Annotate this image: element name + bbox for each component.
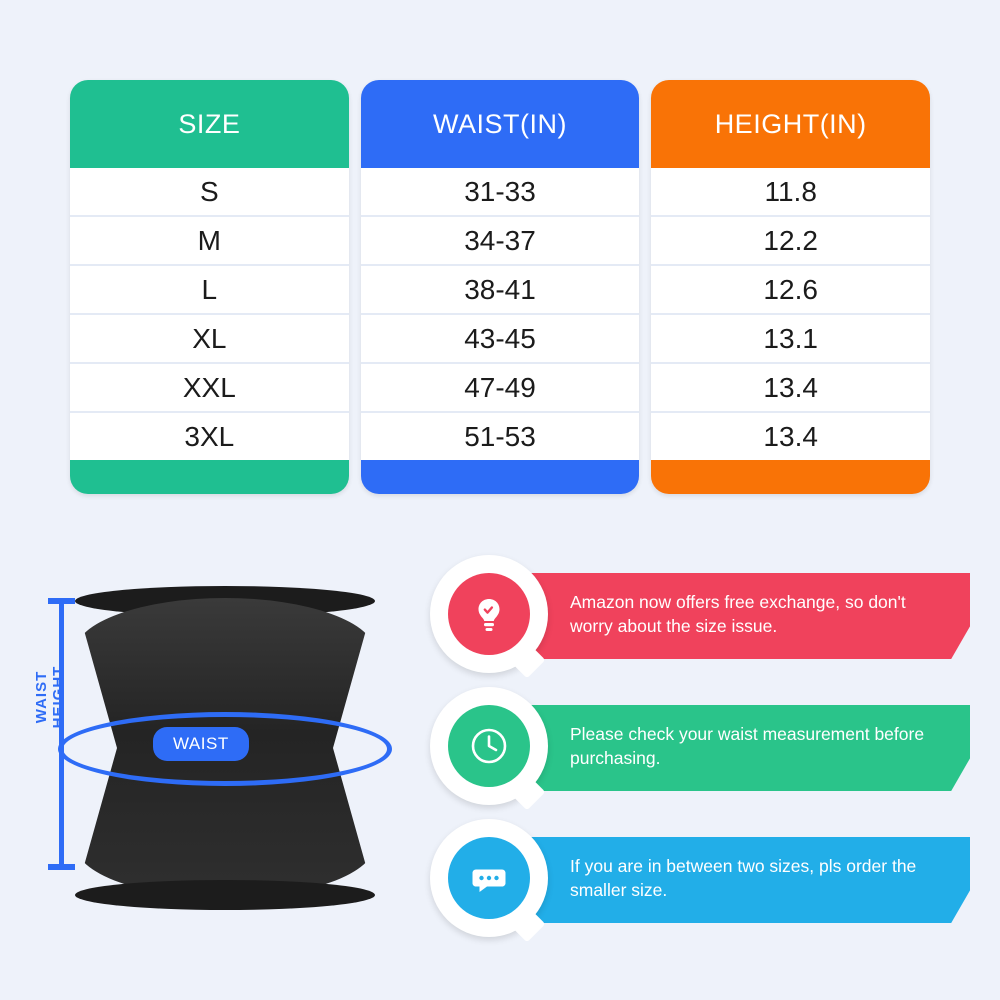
table-cell: 13.4 xyxy=(651,364,930,413)
table-cell: 34-37 xyxy=(361,217,640,266)
table-cell: L xyxy=(70,266,349,315)
size-chart-column-waist xyxy=(361,80,640,494)
table-cell: 43-45 xyxy=(361,315,640,364)
lightbulb-icon xyxy=(448,573,530,655)
table-cell: 3XL xyxy=(70,413,349,460)
table-cell: 38-41 xyxy=(361,266,640,315)
table-cell: 13.4 xyxy=(651,413,930,460)
clock-icon xyxy=(448,705,530,787)
notes-list xyxy=(430,555,970,951)
belt-bottom-edge xyxy=(75,880,375,910)
chat-bubble-icon xyxy=(448,837,530,919)
table-cell: 12.2 xyxy=(651,217,930,266)
table-cell: M xyxy=(70,217,349,266)
column-body-size xyxy=(70,168,349,460)
column-header-size: SIZE xyxy=(178,108,241,139)
note-text: If you are in between two sizes, pls order the smaller size. xyxy=(570,856,917,900)
column-header-waist: WAIST(IN) xyxy=(433,108,567,139)
table-cell: 11.8 xyxy=(651,168,930,217)
note-item xyxy=(430,555,970,677)
note-text: Please check your waist measurement before purchasing. xyxy=(570,724,925,768)
waist-height-label: WAIST HEIGHT xyxy=(33,665,67,729)
note-item xyxy=(430,687,970,809)
table-cell: 31-33 xyxy=(361,168,640,217)
column-footer-size xyxy=(70,460,349,494)
table-cell: 12.6 xyxy=(651,266,930,315)
table-cell: 47-49 xyxy=(361,364,640,413)
column-body-height xyxy=(651,168,930,460)
table-cell: 51-53 xyxy=(361,413,640,460)
waist-label: WAIST xyxy=(153,727,249,761)
size-chart-table xyxy=(70,80,930,494)
note-item xyxy=(430,819,970,941)
column-footer-height xyxy=(651,460,930,494)
table-cell: XXL xyxy=(70,364,349,413)
size-chart-column-size xyxy=(70,80,349,494)
table-cell: 13.1 xyxy=(651,315,930,364)
column-footer-waist xyxy=(361,460,640,494)
size-chart-column-height xyxy=(651,80,930,494)
table-cell: XL xyxy=(70,315,349,364)
table-cell: S xyxy=(70,168,349,217)
ruler-cap-bottom xyxy=(48,864,75,870)
column-header-height: HEIGHT(IN) xyxy=(714,108,867,139)
product-illustration xyxy=(20,560,420,980)
note-text: Amazon now offers free exchange, so don't worry about the size issue. xyxy=(570,592,906,636)
column-body-waist xyxy=(361,168,640,460)
